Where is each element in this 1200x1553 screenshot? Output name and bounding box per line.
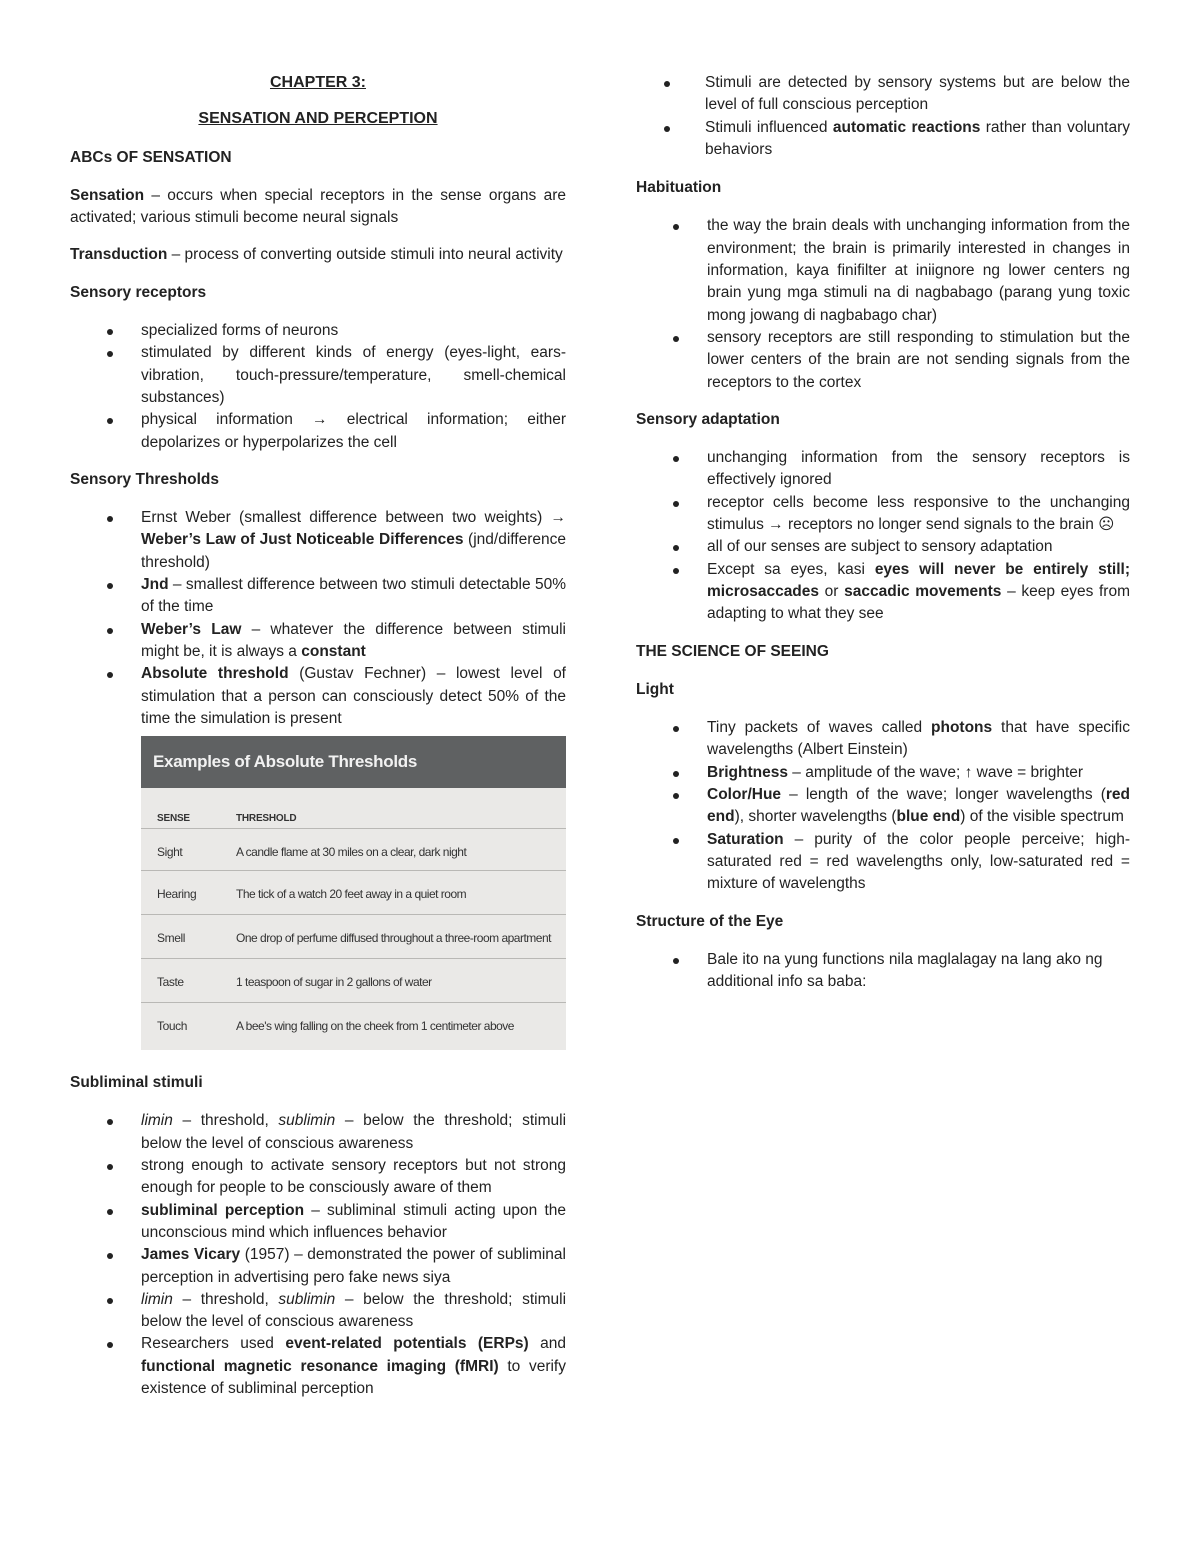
list-item: Weber’s Law – whatever the difference between stimuli might be, it is always a constant [70, 619, 566, 664]
subliminal-heading: Subliminal stimuli [70, 1074, 203, 1092]
list-item: strong enough to activate sensory receptors but not strong enough for people to be consciously aware of them [70, 1155, 566, 1200]
transduction-term: Transduction [70, 246, 168, 264]
sensory-thresholds-heading: Sensory Thresholds [70, 470, 220, 488]
list-item: Except sa eyes, kasi eyes will never be entirely still; microsaccades or saccadic movements – keep eyes from adapting to what they see [636, 559, 1130, 626]
habituation-heading: Habituation [636, 179, 722, 197]
table-row: Smell One drop of perfume diffused throughout a three-room apartment [141, 914, 566, 957]
list-item: Ernst Weber (smallest difference between two weights) → Weber’s Law of Just Noticeable Differences (jnd/difference threshold) [70, 507, 566, 574]
table-row: Sight A candle flame at 30 miles on a clear, dark night [141, 828, 566, 871]
sensory-thresholds-list [70, 507, 566, 730]
light-heading: Light [636, 680, 674, 698]
table-header-threshold: THRESHOLD [236, 813, 297, 825]
list-item: physical information → electrical information; either depolarizes or hyperpolarizes the cell [70, 409, 566, 454]
list-item: Jnd – smallest difference between two stimuli detectable 50% of the time [70, 574, 566, 619]
chapter-subtitle: SENSATION AND PERCEPTION [198, 110, 438, 128]
list-item: specialized forms of neurons [70, 320, 566, 342]
chapter-title: CHAPTER 3: [269, 74, 366, 91]
light-list [636, 717, 1130, 895]
structure-of-eye-heading: Structure of the Eye [636, 912, 784, 930]
list-item: Brightness – amplitude of the wave; ↑ wave = brighter [636, 762, 1130, 784]
sensory-adaptation-list [636, 447, 1130, 625]
habituation-list [636, 215, 1130, 393]
list-item: Bale ito na yung functions nila maglalagay na lang ako ng additional info sa baba: [636, 949, 1130, 994]
list-item: subliminal perception – subliminal stimuli acting upon the unconscious mind which influences behavior [70, 1200, 566, 1245]
left-column [70, 72, 566, 1415]
table-row: Hearing The tick of a watch 20 feet away in a quiet room [141, 870, 566, 913]
list-item: all of our senses are subject to sensory adaptation [636, 536, 1130, 558]
list-item: Absolute threshold (Gustav Fechner) – lowest level of stimulation that a person can consciously detect 50% of the time the simulation is present [70, 663, 566, 730]
transduction-definition: Transduction – process of converting outside stimuli into neural activity [70, 246, 563, 264]
sensation-term: Sensation [70, 186, 145, 204]
sensation-definition: Sensation – occurs when special receptors in the sense organs are activated; various stimuli become neural signals [70, 186, 566, 227]
absolute-thresholds-table-image [141, 736, 566, 1050]
table-row: Taste 1 teaspoon of sugar in 2 gallons of water [141, 958, 566, 1001]
sensory-receptors-heading: Sensory receptors [70, 283, 207, 301]
subliminal-list [70, 1110, 566, 1400]
list-item: James Vicary (1957) – demonstrated the power of subliminal perception in advertising pero fake news siya [70, 1244, 566, 1289]
list-item: Stimuli influenced automatic reactions rather than voluntary behaviors [565, 117, 1130, 162]
list-item: the way the brain deals with unchanging information from the environment; the brain is primarily interested in changes in information, kaya finifilter at iniignore ng lower centers ng brain yung mga stimuli na di nagbabago (parang yung toxic mong jowang di nagbabago char) [636, 215, 1130, 326]
list-item: stimulated by different kinds of energy (eyes-light, ears-vibration, touch-pressure/temperature, smell-chemical substances) [70, 342, 566, 409]
list-item: Stimuli are detected by sensory systems but are below the level of full conscious perception [565, 72, 1130, 117]
subliminal-continued-list [565, 72, 1130, 161]
list-item: Color/Hue – length of the wave; longer wavelengths (red end), shorter wavelengths (blue end) of the visible spectrum [636, 784, 1130, 829]
list-item: limin – threshold, sublimin – below the threshold; stimuli below the level of conscious awareness [70, 1110, 566, 1155]
list-item: sensory receptors are still responding to stimulation but the lower centers of the brain are not sending signals from the receptors to the cortex [636, 327, 1130, 394]
list-item: Researchers used event-related potentials (ERPs) and functional magnetic resonance imaging (fMRI) to verify existence of subliminal perception [70, 1333, 566, 1400]
sensory-receptors-list [70, 320, 566, 454]
list-item: Saturation – purity of the color people perceive; high-saturated red = red wavelengths only, low-saturated red = mixture of wavelengths [636, 829, 1130, 896]
list-item: Tiny packets of waves called photons that have specific wavelengths (Albert Einstein) [636, 717, 1130, 762]
sensory-adaptation-heading: Sensory adaptation [636, 410, 780, 428]
right-column [636, 72, 1130, 1008]
list-item: unchanging information from the sensory receptors is effectively ignored [636, 447, 1130, 492]
list-item: limin – threshold, sublimin – below the threshold; stimuli below the level of conscious awareness [70, 1289, 566, 1334]
table-row: Touch A bee's wing falling on the cheek from 1 centimeter above [141, 1002, 566, 1045]
list-item: receptor cells become less responsive to the unchanging stimulus → receptors no longer send signals to the brain ☹ [636, 492, 1130, 537]
table-title: Examples of Absolute Thresholds [141, 736, 566, 788]
science-of-seeing-heading: THE SCIENCE OF SEEING [636, 642, 829, 660]
table-header-sense: SENSE [157, 813, 190, 825]
structure-of-eye-list [636, 949, 1130, 994]
abcs-heading: ABCs OF SENSATION [70, 148, 232, 166]
